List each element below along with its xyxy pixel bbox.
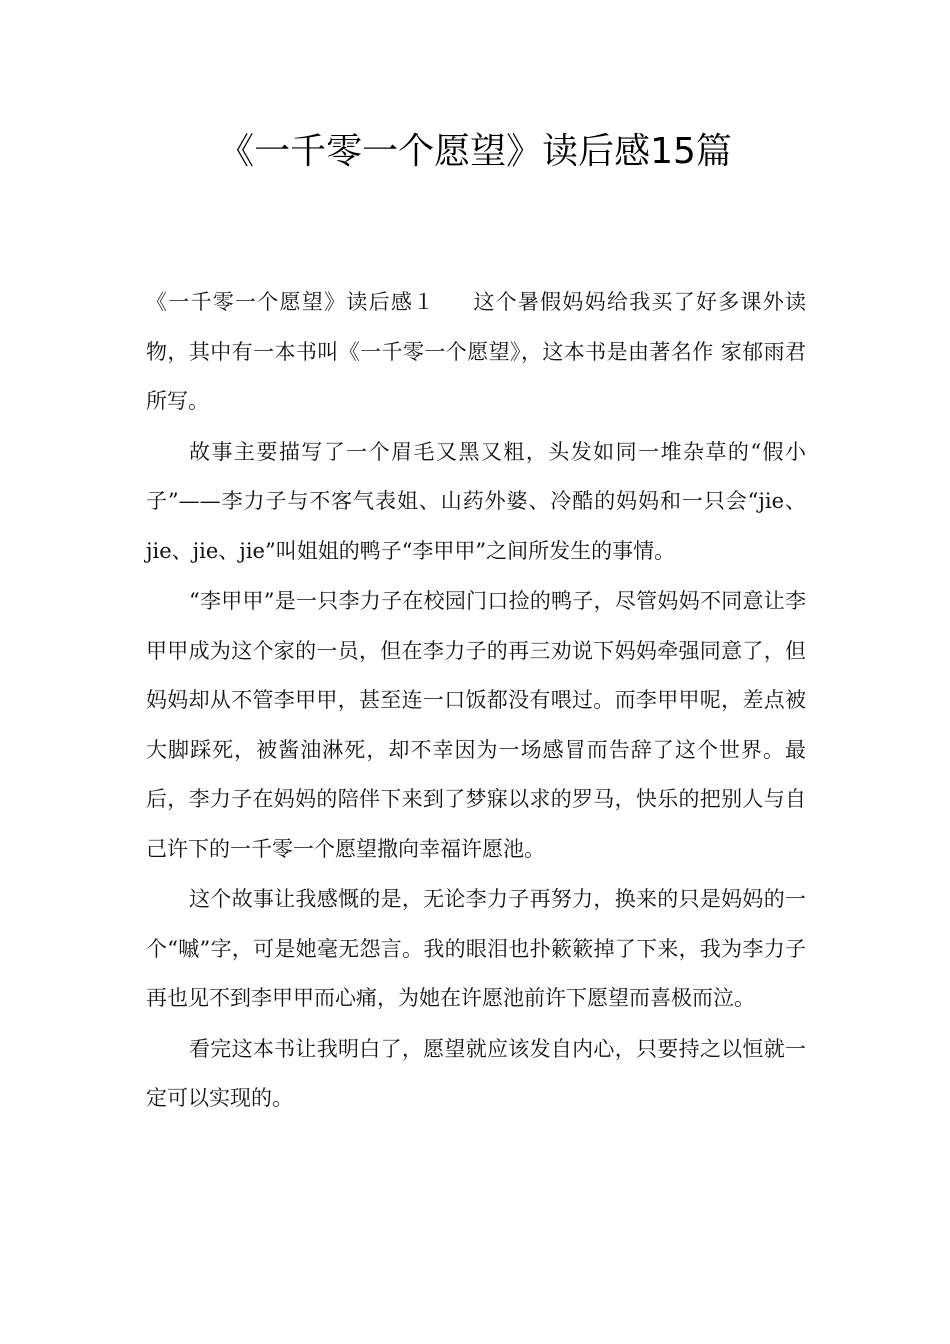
- paragraph-1: [146, 278, 806, 427]
- document-body: [146, 278, 806, 1124]
- document-title: 《一千零一个愿望》读后感15篇: [218, 131, 732, 172]
- paragraph-2: 故事主要描写了一个眉毛又黑又粗，头发如同一堆杂草的“假小子”——李力子与不客气表姐、山药外婆、冷酷的妈妈和一只会“jie、jie、jie、jie”叫姐姐的鸭子“李甲甲”之间所发生的事情。: [146, 439, 806, 563]
- paragraph-4: 这个故事让我感慨的是，无论李力子再努力，换来的只是妈妈的一个“嘁”字，可是她毫无怨言。我的眼泪也扑簌簌掉了下来，我为李力子再也见不到李甲甲而心痛，为她在许愿池前许下愿望而喜极而泣。: [146, 887, 806, 1010]
- paragraph-1-text: 这个暑假妈妈给我买了好多课外读物，其中有一本书叫《一千零一个愿望》，这本书是由著名作 家郁雨君所写。: [146, 290, 807, 413]
- paragraph-5: 看完这本书让我明白了，愿望就应该发自内心，只要持之以恒就一定可以实现的。: [146, 1036, 806, 1110]
- paragraph-3: “李甲甲”是一只李力子在校园门口捡的鸭子，尽管妈妈不同意让李甲甲成为这个家的一员，但在李力子的再三劝说下妈妈牵强同意了，但妈妈却从不管李甲甲，甚至连一口饭都没有喂过。而李甲甲呢，差点被大脚踩死，被酱油淋死，却不幸因为一场感冒而告辞了这个世界。最后，李力子在妈妈的陪伴下来到了梦寐以求的罗马，快乐的把别人与自己许下的一千零一个愿望撒向幸福许愿池。: [146, 589, 806, 861]
- section-label: 《一千零一个愿望》读后感１: [146, 290, 436, 314]
